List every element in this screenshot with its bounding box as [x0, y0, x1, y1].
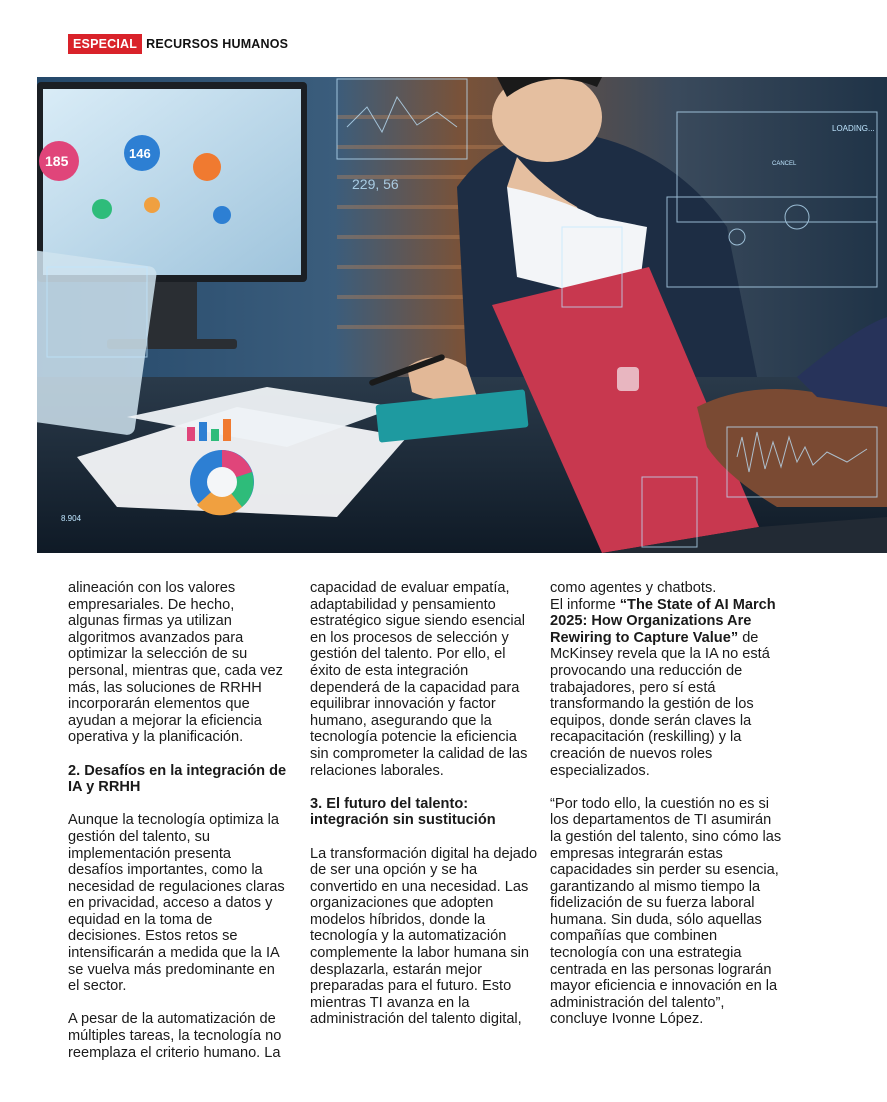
- paragraph: La transformación digital ha dejado de ser una opción y se ha convertido en una necesidad. Las organizaciones que adopten modelos híbridos, donde la tecnología y la automatización complemente la labor humana sin desplazarla, estarán mejor preparadas para el futuro. Esto mientras TI avanza en la administración del talento digital,: [310, 845, 538, 1028]
- report-title: “The State of AI March 2025: How Organizations Are Rewiring to Capture Value”: [550, 596, 776, 646]
- paragraph: capacidad de evaluar empatía, adaptabilidad y pensamiento estratégico sigue siendo esencial en los procesos de selección y gestión del talento. Por ello, el éxito de esta integración dependerá de la capacidad para equilibrar innovación y factor humano, asegurando que la tecnología potencie la eficiencia sin comprometer la calidad de las relaciones laborales.: [310, 580, 528, 779]
- column-2: [310, 580, 538, 1028]
- hero-cancel: CANCEL: [772, 161, 797, 167]
- hero-image: [37, 77, 887, 553]
- section-heading-2: 2. Desafíos en la integración de IA y RRHH: [68, 762, 287, 796]
- section-title: RECURSOS HUMANOS: [146, 37, 289, 51]
- screen-number-2: 146: [129, 146, 151, 161]
- section-header: [68, 34, 288, 54]
- hero-small-value: 8.904: [61, 514, 82, 523]
- paragraph-report: [550, 597, 782, 780]
- report-body: de McKinsey revela que la IA no está provocando una reducción de trabajadores, pero sí está transformando la gestión de los equipos, donde serán claves la recapacitación (reskilling) y la creación de nuevos roles especializados.: [550, 629, 770, 779]
- hero-loading: LOADING...: [832, 124, 875, 133]
- paragraph: alineación con los valores empresariales. De hecho, algunas firmas ya utilizan algoritmos avanzados para optimizar la selección de su personal, mientras que, cada vez más, las soluciones de RRHH incorporarán elementos que ayudan a mejorar la eficiencia operativa y la planificación.: [68, 580, 283, 746]
- screen-number-1: 185: [45, 153, 69, 169]
- column-1: [68, 580, 288, 1061]
- paragraph: Aunque la tecnología optimiza la gestión del talento, su implementación presenta desafíos importantes, como la necesidad de regulaciones claras en privacidad, acceso a datos y equidad en la toma de decisiones. Estos retos se intensificarán a medida que la IA se vuelva más predominante en el sector.: [68, 812, 285, 995]
- hero-counter: 229, 56: [352, 176, 399, 192]
- column-3: [550, 580, 782, 1028]
- quote-paragraph: “Por todo ello, la cuestión no es si los departamentos de TI asumirán la gestión del talento, sino cómo las empresas integrarán estas capacidades sin perder su esencia, garantizando al mismo tiempo la fidelización de su fuerza laboral humana. Sin duda, sólo aquellas compañías que combinen tecnología con una estrategia centrada en las personas lograrán mayor eficiencia e innovación en la administración del talento”, concluye Ivonne López.: [550, 795, 782, 1028]
- especial-tag: ESPECIAL: [68, 34, 142, 54]
- paragraph: como agentes y chatbots.: [550, 580, 717, 596]
- section-heading-3: 3. El futuro del talento: integración sin sustitución: [310, 795, 496, 829]
- hero-illustration: [37, 77, 887, 553]
- paragraph: A pesar de la automatización de múltiples tareas, la tecnología no reemplaza el criterio humano. La: [68, 1011, 282, 1061]
- report-intro: El informe: [550, 596, 620, 613]
